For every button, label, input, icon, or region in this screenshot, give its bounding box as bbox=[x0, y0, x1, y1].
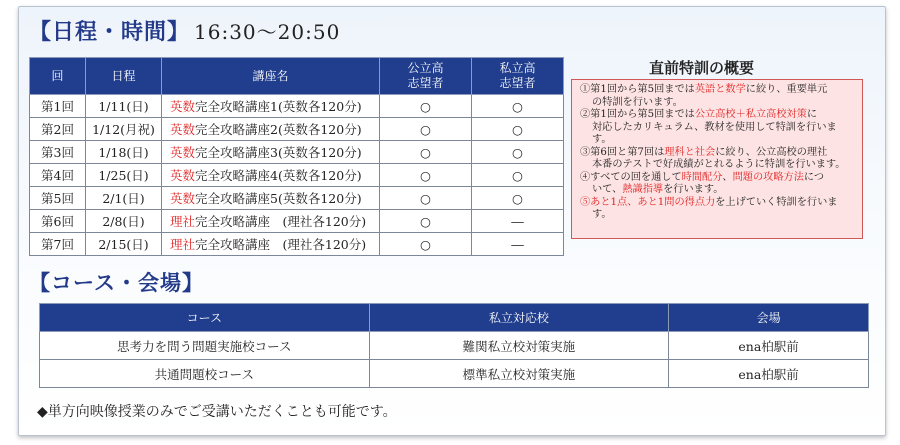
course-cell bbox=[162, 118, 380, 141]
overview-highlight: 英語と数学 bbox=[694, 84, 746, 95]
course-label: 完全攻略講座2(英数各120分) bbox=[195, 122, 362, 137]
course-cell bbox=[162, 141, 380, 164]
private-cell: ○ bbox=[472, 187, 564, 210]
header-public: 公立高 志望者 bbox=[380, 58, 472, 95]
round-cell: 第6回 bbox=[30, 210, 86, 233]
public-cell: ○ bbox=[380, 95, 472, 118]
course-name-cell: 思考力を問う問題実施校コース bbox=[40, 332, 370, 360]
overview-highlight: ⑤あと1点、あと1問の得点力 bbox=[580, 196, 716, 208]
round-cell: 第2回 bbox=[30, 118, 86, 141]
overview-text: を上げていく特訓を行いま bbox=[715, 196, 838, 208]
header-course: コース bbox=[40, 304, 370, 332]
schedule-table bbox=[29, 57, 564, 256]
overview-text: ③第6回と第7回は bbox=[580, 146, 665, 158]
subject-label: 理社 bbox=[170, 214, 196, 229]
public-cell: ○ bbox=[380, 141, 472, 164]
overview-highlight: 時間配分 bbox=[681, 171, 723, 183]
course-label: 完全攻略講座4(英数各120分) bbox=[195, 168, 362, 183]
public-cell: ○ bbox=[380, 118, 472, 141]
overview-highlight: 理科と社会 bbox=[664, 146, 716, 158]
overview-point-2 bbox=[580, 109, 860, 122]
private-cell: ○ bbox=[472, 118, 564, 141]
private-cell: ― bbox=[472, 210, 564, 233]
header-venue: 会場 bbox=[669, 304, 869, 332]
table-row bbox=[40, 332, 869, 360]
date-cell: 2/1(日) bbox=[86, 187, 162, 210]
private-cell: ― bbox=[472, 233, 564, 256]
table-row bbox=[30, 118, 564, 141]
course-cell bbox=[162, 210, 380, 233]
table-row bbox=[30, 233, 564, 256]
course-label: 完全攻略講座3(英数各120分) bbox=[195, 145, 362, 160]
course-name-cell: 共通問題校コース bbox=[40, 360, 370, 388]
course-header-row bbox=[40, 304, 869, 332]
header-private-school: 私立対応校 bbox=[369, 304, 669, 332]
subject-label: 英数 bbox=[170, 145, 196, 160]
course-label: 完全攻略講座5(英数各120分) bbox=[195, 191, 362, 206]
overview-point-3 bbox=[580, 147, 860, 160]
footnote: ◆単方向映像授業のみでご受講いただくことも可能です。 bbox=[37, 404, 397, 420]
course-label: 完全攻略講座 (理社各120分) bbox=[195, 237, 367, 252]
course-table bbox=[39, 303, 869, 388]
private-cell: ○ bbox=[472, 164, 564, 187]
course-cell bbox=[162, 164, 380, 187]
overview-title: 直前特訓の概要 bbox=[649, 59, 755, 77]
course-heading: 【コース・会場】 bbox=[29, 271, 204, 295]
course-label: 完全攻略講座 (理社各120分) bbox=[195, 214, 367, 229]
date-cell: 1/18(日) bbox=[86, 141, 162, 164]
overview-text: に絞り、重要単元 bbox=[745, 84, 828, 95]
overview-box bbox=[571, 79, 863, 239]
private-cell: ○ bbox=[472, 141, 564, 164]
public-cell: ○ bbox=[380, 210, 472, 233]
overview-text: を行います。 bbox=[663, 184, 724, 195]
schedule-heading bbox=[29, 15, 340, 46]
date-cell: 1/12(月祝) bbox=[86, 118, 162, 141]
round-cell: 第4回 bbox=[30, 164, 86, 187]
schedule-time: 16:30～20:50 bbox=[194, 20, 341, 44]
date-cell: 2/8(日) bbox=[86, 210, 162, 233]
overview-highlight: 公立高校＋私立高校対策 bbox=[694, 109, 807, 120]
subject-label: 英数 bbox=[170, 168, 196, 183]
course-cell bbox=[162, 95, 380, 118]
table-row bbox=[30, 210, 564, 233]
round-cell: 第7回 bbox=[30, 233, 86, 256]
overview-point-5-cont: す。 bbox=[592, 209, 612, 220]
overview-text: 、 bbox=[722, 171, 733, 183]
public-cell: ○ bbox=[380, 187, 472, 210]
overview-highlight: 問題の攻略方法 bbox=[732, 171, 804, 183]
date-cell: 2/15(日) bbox=[86, 233, 162, 256]
subject-label: 理社 bbox=[170, 237, 196, 252]
overview-point-4-cont bbox=[580, 184, 860, 197]
overview-text: に bbox=[806, 109, 818, 120]
round-cell: 第5回 bbox=[30, 187, 86, 210]
header-private: 私立高 志望者 bbox=[472, 58, 564, 95]
table-row bbox=[30, 164, 564, 187]
overview-point-4 bbox=[580, 172, 860, 185]
table-row bbox=[30, 95, 564, 118]
header-course-name: 講座名 bbox=[162, 58, 380, 95]
overview-point-2-cont: 対応したカリキュラム、教材を使用して特訓を行いま bbox=[592, 121, 837, 133]
header-date: 日程 bbox=[86, 58, 162, 95]
round-cell: 第3回 bbox=[30, 141, 86, 164]
overview-text: ④すべての回を通して bbox=[580, 171, 682, 183]
course-label: 完全攻略講座1(英数各120分) bbox=[195, 99, 362, 114]
school-cell: 標準私立校対策実施 bbox=[369, 360, 669, 388]
overview-text: に絞り、公立高校の理社 bbox=[715, 146, 828, 158]
course-cell bbox=[162, 233, 380, 256]
overview-text: につ bbox=[803, 171, 825, 183]
school-cell: 難関私立校対策実施 bbox=[369, 332, 669, 360]
overview-text: ①第1回から第5回までは bbox=[580, 84, 695, 95]
schedule-header-row bbox=[30, 58, 564, 95]
date-cell: 1/11(日) bbox=[86, 95, 162, 118]
overview-highlight: 熱識指導 bbox=[622, 184, 664, 195]
subject-label: 英数 bbox=[170, 191, 196, 206]
table-row bbox=[30, 141, 564, 164]
private-cell: ○ bbox=[472, 95, 564, 118]
venue-cell: ena柏駅前 bbox=[669, 332, 869, 360]
overview-point-5 bbox=[580, 197, 860, 210]
public-cell: ○ bbox=[380, 164, 472, 187]
venue-cell: ena柏駅前 bbox=[669, 360, 869, 388]
overview-point-1-cont: の特訓を行います。 bbox=[592, 96, 683, 108]
overview-point-3-cont: 本番のテストで好成績がとれるように特訓を行います。 bbox=[592, 159, 846, 170]
schedule-panel bbox=[18, 6, 886, 436]
overview-text: いて、 bbox=[592, 184, 623, 195]
overview-point-2-cont2: す。 bbox=[592, 134, 612, 145]
overview-point-1 bbox=[580, 84, 860, 97]
header-round: 回 bbox=[30, 58, 86, 95]
round-cell: 第1回 bbox=[30, 95, 86, 118]
course-cell bbox=[162, 187, 380, 210]
schedule-heading-label: 【日程・時間】 bbox=[29, 20, 191, 45]
table-row bbox=[30, 187, 564, 210]
overview-text: ②第1回から第5回までは bbox=[580, 109, 695, 120]
public-cell: ○ bbox=[380, 233, 472, 256]
date-cell: 1/25(日) bbox=[86, 164, 162, 187]
table-row bbox=[40, 360, 869, 388]
subject-label: 英数 bbox=[170, 122, 196, 137]
subject-label: 英数 bbox=[170, 99, 196, 114]
